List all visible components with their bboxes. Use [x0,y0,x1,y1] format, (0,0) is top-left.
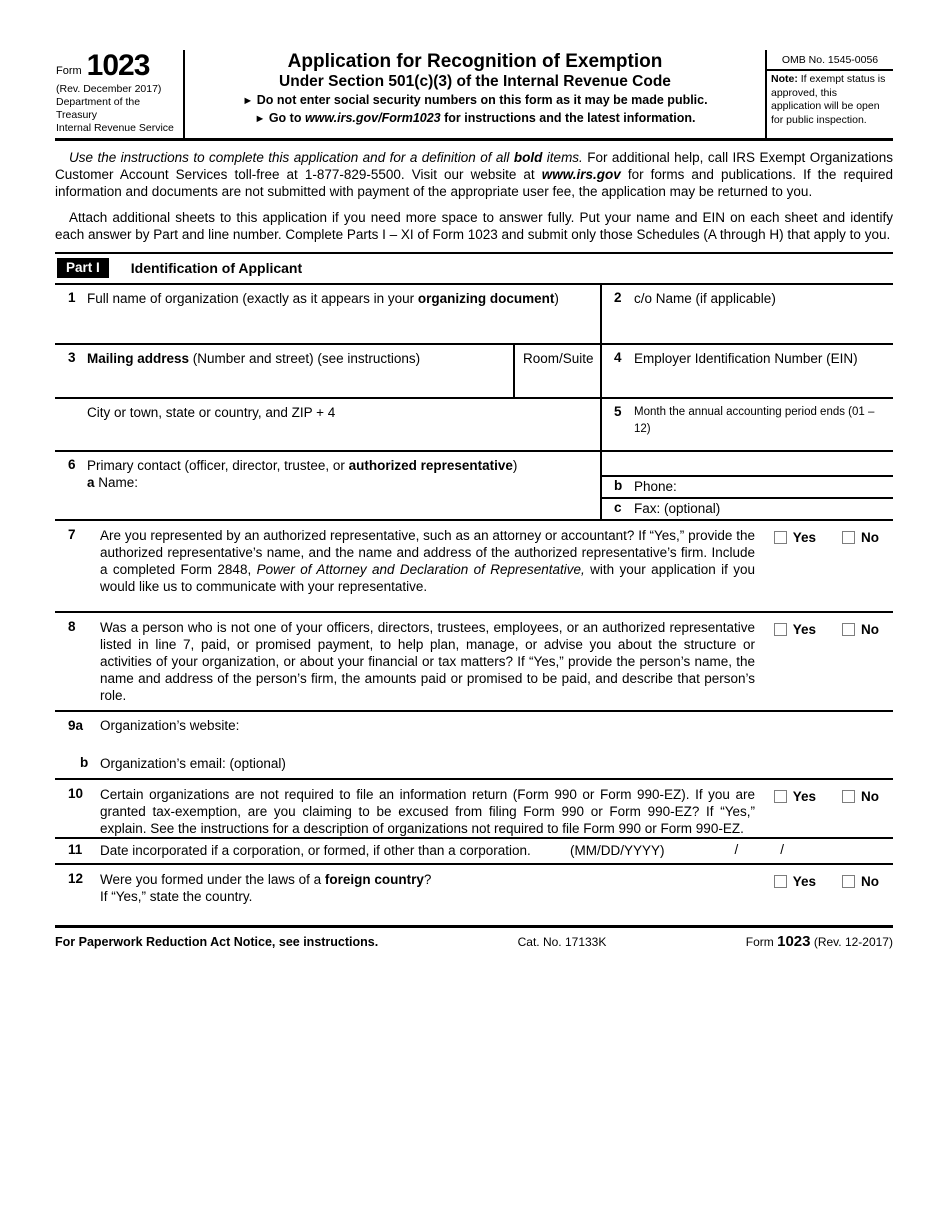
q6a-letter: a [87,475,95,490]
q4-label: Employer Identification Number (EIN) [634,351,858,366]
q9a-website-field[interactable] [755,712,893,749]
q6c-label: Fax: (optional) [634,501,721,516]
q6b-phone-cell[interactable] [602,475,893,497]
q7-text [100,521,755,611]
q7-text-post: with your application if you would like us to communicate with your representative. [100,562,755,594]
q5-number: 5 [614,404,622,419]
q1-number: 1 [68,290,76,305]
q12-text-post: ? [423,872,432,887]
agency-line: Internal Revenue Service [56,122,174,134]
row-3-4 [55,345,893,399]
q11-date-format: (MM/DD/YYYY) [570,843,665,858]
q6-label [87,457,600,491]
part1-header [55,252,893,285]
header-bullet-1 [189,93,761,109]
city-label: City or town, state or country, and ZIP + 4 [87,405,336,420]
footer-revision: (Rev. 12-2017) [813,935,893,949]
q2-label: c/o Name (if applicable) [634,291,776,306]
q8-no-choice [842,622,879,637]
form-revision: (Rev. December 2017) [56,83,162,95]
q5-month-cell[interactable] [600,399,893,450]
q3-number: 3 [68,350,76,365]
form-number: 1023 [86,49,150,82]
q8-no-checkbox[interactable] [842,623,855,636]
form-content [55,50,893,950]
q6-right-spacer [602,452,893,475]
intro-p1-regular-end: for forms and publications. If the required information and documents are not submitted with payment of the appropriate user fee, the application may be returned to you. [55,167,893,199]
q8-yes-checkbox[interactable] [774,623,787,636]
q1-cell[interactable] [55,285,600,343]
q12-choices [774,865,893,905]
omb-number: OMB No. 1545-0056 [767,50,893,71]
intro-section [55,149,893,243]
q3-label-post: (Number and street) (see instructions) [189,351,421,366]
intro-p1-italic-end: items. [542,150,583,165]
q12-text-pre: Were you formed under the laws of a [100,872,325,887]
q6-number: 6 [68,457,76,472]
q6c-letter: c [614,500,622,515]
q12-no-choice [842,874,879,889]
q8-yes-choice [774,622,816,637]
paperwork-notice: For Paperwork Reduction Act Notice, see instructions. [55,935,379,949]
question-11 [55,839,893,865]
footer-form-number: 1023 [777,933,811,950]
q10-choices [774,780,893,837]
city-cell[interactable] [55,399,600,450]
q6b-letter: b [614,478,623,493]
q7-yes-choice [774,530,816,545]
q2-number: 2 [614,290,622,305]
form1023-url-link[interactable]: www.irs.gov/Form1023 [304,111,441,125]
q4-ein-cell[interactable] [600,345,893,397]
q12-text-bold: foreign country [324,872,424,887]
row-city-5 [55,399,893,452]
header-bullet-2 [189,111,761,127]
intro-p1-italic: Use the instructions to complete this application and for a definition of all [69,150,514,165]
q10-number: 10 [68,786,84,801]
q12-yes-label: Yes [792,874,816,889]
q12-no-label: No [861,874,879,889]
form-title-block [185,50,765,138]
q10-yes-choice [774,789,816,804]
q7-no-label: No [861,530,879,545]
room-suite-label: Room/Suite [523,351,594,366]
bullet-1-text: Do not enter social security numbers on this form as it may be made public. [256,93,708,107]
q8-no-label: No [861,622,879,637]
q9b-email-field[interactable] [755,749,893,778]
q10-text: Certain organizations are not required to file an information return (Form 990 or Form 990-EZ). If you are granted tax-exemption, are you claiming to be excused from filing Form 990 or Form 990-EZ? If “Yes,” explain. See the instructions for a description of organizations not required to file Form 990 or Form 990-EZ. [100,787,755,836]
q6a-name-field[interactable]: Name: [98,475,139,490]
question-9a [55,712,893,749]
q6-label-post: ) [512,458,518,473]
q7-number: 7 [68,527,76,542]
q12-country-field[interactable]: If “Yes,” state the country. [100,889,253,904]
form-number-block [55,50,185,138]
arrow-icon: ► [254,113,266,125]
q10-no-choice [842,789,879,804]
q12-yes-checkbox[interactable] [774,875,787,888]
q11-date-slash-1: / [734,842,739,857]
q6-phone-fax-column [600,452,893,519]
form-word: Form [56,65,82,77]
q1-label-bold: organizing document [417,291,555,306]
question-8 [55,613,893,712]
q7-yes-label: Yes [792,530,816,545]
q3-address-cell[interactable] [55,345,513,397]
q6b-label: Phone: [634,479,677,494]
omb-block [765,50,893,138]
q7-choices [774,521,893,611]
q6-label-pre: Primary contact (officer, director, trustee, or [87,458,349,473]
q6-contact-cell[interactable] [55,452,600,519]
q7-yes-checkbox[interactable] [774,531,787,544]
form-header [55,50,893,141]
q10-yes-label: Yes [792,789,816,804]
q8-text: Was a person who is not one of your officers, directors, trustees, employees, or an authorized representative listed in line 7, paid, or promised payment, to help plan, manage, or advise you about the structure or activities of your organization, or about your financial or tax matters? If “Yes,” provide the person’s name, the name and address of the person’s firm, the amounts paid or promised to be paid, and describe that person’s role. [100,620,755,703]
form-subtitle: Under Section 501(c)(3) of the Internal Revenue Code [279,73,671,90]
department-line: Department of the Treasury [56,96,141,121]
q12-no-checkbox[interactable] [842,875,855,888]
q7-no-checkbox[interactable] [842,531,855,544]
page-footer [55,925,893,950]
q9b-label: Organization’s email: (optional) [100,756,286,771]
form-revision-block [56,83,178,135]
q1-label-pre: Full name of organization (exactly as it appears in your [87,291,418,306]
q9a-number: 9a [68,718,84,733]
q9a-label: Organization’s website: [100,718,240,733]
q9b-letter: b [80,755,89,770]
question-9b [55,749,893,780]
bullet-2-post: for instructions and the latest information. [440,111,696,125]
q7-text-pre: Are you represented by an authorized representative, such as an attorney or accountant? If “Yes,” provide the authorized representative’s name, and the name and address of the authorized representative’s firm. Include a completed Form 2848, [100,528,755,577]
irs-url-link[interactable]: www.irs.gov [541,167,621,182]
question-7 [55,521,893,613]
q11-label: Date incorporated if a corporation, or formed, if other than a corporation. [100,843,531,858]
footer-form-word: Form [745,935,774,949]
intro-p1-bold-italic: bold [513,150,543,165]
q5-label: Month the annual accounting period ends (01 – 12) [634,406,875,435]
q10-yes-checkbox[interactable] [774,790,787,803]
q2-cell[interactable] [600,285,893,343]
footer-form-id [746,933,893,950]
arrow-icon: ► [242,95,254,107]
q1-label [87,290,600,307]
q3-label [87,350,513,367]
q6-label-bold: authorized representative [348,458,513,473]
omb-note [767,71,893,129]
form-number-line [56,49,178,82]
q8-choices [774,613,893,710]
note-text: If exempt status is approved, this application will be open for public inspection. [771,73,886,126]
q11-date-slash-2: / [780,842,785,857]
question-12 [55,865,893,925]
q6c-fax-cell[interactable] [602,497,893,519]
q7-text-italic: Power of Attorney and Declaration of Representative, [256,562,585,577]
q7-no-choice [842,530,879,545]
q1-label-post: ) [554,291,559,306]
q8-yes-label: Yes [792,622,816,637]
q12-number: 12 [68,871,84,886]
intro-paragraph-2: Attach additional sheets to this application if you need more space to answer fully. Put your name and EIN on each sheet and identify each answer by Part and line number. Complete Parts I – XI of Form 1023 and submit only those Schedules (A through H) that apply to you. [55,210,893,242]
q4-number: 4 [614,350,622,365]
q10-no-checkbox[interactable] [842,790,855,803]
q8-number: 8 [68,619,76,634]
part1-title: Identification of Applicant [130,260,303,276]
q12-yes-choice [774,874,816,889]
bullet-2-pre: Go to [268,111,305,125]
room-suite-cell[interactable] [513,345,600,397]
form-title: Application for Recognition of Exemption [287,51,663,72]
q10-no-label: No [861,789,879,804]
intro-paragraph-1 [55,149,893,200]
intro-p1-regular: For additional help, call IRS Exempt Organizations Customer Account Services toll-free at 1-877-829-5500. Visit our website at [55,150,893,182]
q11-number: 11 [68,842,83,857]
question-10 [55,780,893,839]
row-1-2 [55,285,893,345]
q3-label-bold: Mailing address [87,351,190,366]
row-6 [55,452,893,521]
note-label: Note: [771,73,798,85]
part1-badge: Part I [57,258,109,278]
q11-date-field[interactable] [784,842,893,859]
q12-text [100,865,755,905]
catalog-number: Cat. No. 17133K [517,935,607,949]
